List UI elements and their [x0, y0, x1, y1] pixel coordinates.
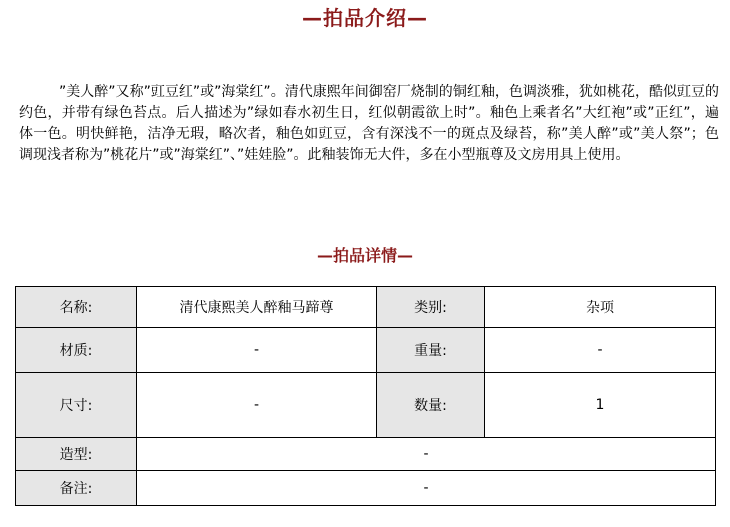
remarks-label: 备注: — [16, 471, 137, 506]
material-label: 材质: — [16, 328, 137, 373]
category-label: 类别: — [377, 287, 485, 328]
quantity-value: 1 — [485, 373, 716, 438]
weight-value: - — [485, 328, 716, 373]
weight-label: 重量: — [377, 328, 485, 373]
category-value: 杂项 — [485, 287, 716, 328]
table-row — [16, 471, 716, 506]
material-value: - — [137, 328, 377, 373]
table-row — [16, 328, 716, 373]
name-label: 名称: — [16, 287, 137, 328]
size-label: 尺寸: — [16, 373, 137, 438]
size-value: - — [137, 373, 377, 438]
intro-paragraph: ”美人醉”又称”豇豆红”或”海棠红”。清代康熙年间御窑厂烧制的铜红釉，色调淡雅，犹如桃花，酷似豇豆的约色，并带有绿色苔点。后人描述为”绿如春水初生日，红似朝霞欲上时”。釉色上乘者名”大红袍”或”正红”，遍体一色。明快鲜艳，洁净无瑕，略次者，釉色如豇豆，含有深浅不一的斑点及绿苔，称”美人醉”或”美人祭”；色调现浅者称为”桃花片”或”海棠红”、”娃娃脸”。此釉装饰无大件，多在小型瓶尊及文房用具上使用。 — [19, 84, 719, 163]
details-section-title: —拍品详情— — [316, 246, 413, 265]
table-row — [16, 438, 716, 471]
shape-label: 造型: — [16, 438, 137, 471]
table-row — [16, 287, 716, 328]
shape-value: - — [137, 438, 716, 471]
intro-section-title: —拍品介绍— — [302, 6, 428, 30]
details-table — [15, 286, 716, 506]
table-row — [16, 373, 716, 438]
quantity-label: 数量: — [377, 373, 485, 438]
name-value: 清代康熙美人醉釉马蹄尊 — [137, 287, 377, 328]
remarks-value: - — [137, 471, 716, 506]
